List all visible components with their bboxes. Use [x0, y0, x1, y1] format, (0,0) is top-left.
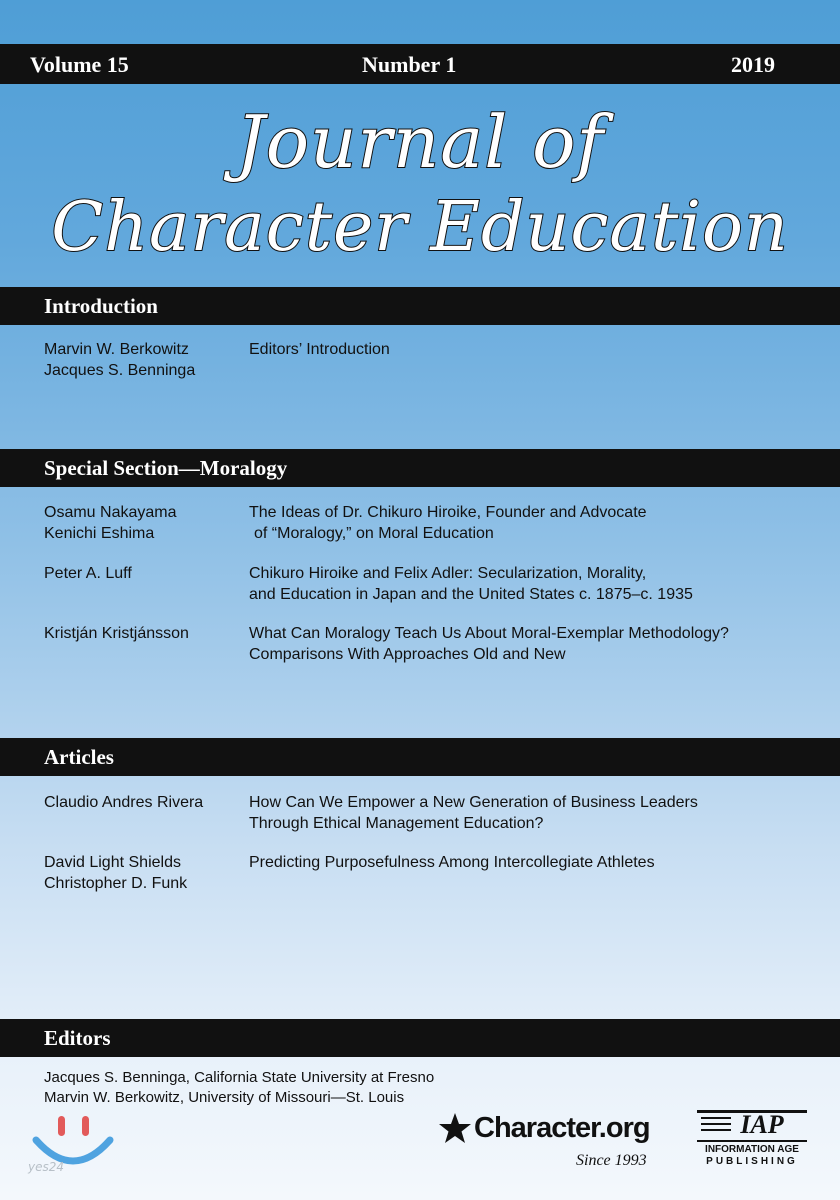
- article-title-line: and Education in Japan and the United States c. 1875–c. 1935: [249, 586, 693, 603]
- article-title-line: How Can We Empower a New Generation of Business Leaders: [249, 794, 698, 811]
- section-heading-introduction: Introduction: [0, 287, 840, 325]
- author-name: Marvin W. Berkowitz: [44, 341, 189, 358]
- article-title-line: Through Ethical Management Education?: [249, 815, 544, 832]
- toc-authors: [44, 563, 244, 584]
- section-heading-special: Special Section—Moralogy: [0, 449, 840, 487]
- journal-title-line1: Journal of: [235, 100, 605, 184]
- section-heading-editors: Editors: [0, 1019, 840, 1057]
- toc-title: [249, 852, 809, 873]
- article-title-line: Editors’ Introduction: [249, 341, 390, 358]
- author-name: Claudio Andres Rivera: [44, 794, 204, 811]
- article-title-line: of “Moralogy,” on Moral Education: [254, 525, 494, 542]
- iap-rule: [697, 1140, 807, 1142]
- star-icon: [438, 1112, 472, 1146]
- author-name: David Light Shields: [44, 854, 181, 871]
- volume-label: Volume 15: [30, 52, 129, 77]
- author-name: Jacques S. Benninga: [44, 362, 196, 379]
- iap-mark: IAP: [740, 1110, 784, 1139]
- toc-title: [249, 502, 809, 544]
- author-name: Kenichi Eshima: [44, 525, 155, 542]
- article-title-line: Comparisons With Approaches Old and New: [249, 646, 566, 663]
- toc-title: [249, 339, 809, 360]
- toc-authors: [44, 792, 244, 813]
- character-org-logo: [438, 1110, 668, 1180]
- toc-authors: [44, 852, 244, 894]
- iap-line1: INFORMATION AGE: [705, 1144, 799, 1155]
- article-title-line: The Ideas of Dr. Chikuro Hiroike, Founder and Advocate: [249, 504, 647, 521]
- toc-authors: [44, 339, 244, 381]
- toc-authors: [44, 623, 244, 644]
- section-heading-articles: Articles: [0, 738, 840, 776]
- article-title-line: What Can Moralogy Teach Us About Moral-Exemplar Methodology?: [249, 625, 729, 642]
- author-name: Peter A. Luff: [44, 565, 132, 582]
- editor-line: Jacques S. Benninga, California State University at Fresno: [44, 1069, 435, 1086]
- number-label: Number 1: [362, 52, 457, 77]
- issue-bar: [0, 44, 840, 84]
- author-name: Christopher D. Funk: [44, 875, 188, 892]
- journal-title-line2: Character Education: [51, 188, 789, 267]
- editor-line: Marvin W. Berkowitz, University of Missouri—St. Louis: [44, 1089, 405, 1106]
- author-name: Osamu Nakayama: [44, 504, 177, 521]
- character-org-since: Since 1993: [576, 1152, 647, 1169]
- toc-title: [249, 563, 809, 605]
- character-org-name: Character.org: [474, 1112, 650, 1144]
- article-title-line: Chikuro Hiroike and Felix Adler: Secularization, Morality,: [249, 565, 647, 582]
- iap-logo: [697, 1110, 807, 1170]
- toc-title: [249, 792, 809, 834]
- iap-line2: PUBLISHING: [706, 1156, 798, 1167]
- year-label: 2019: [731, 52, 775, 77]
- article-title-line: Predicting Purposefulness Among Intercollegiate Athletes: [249, 854, 655, 871]
- watermark-text: yes24: [28, 1160, 65, 1174]
- toc-authors: [44, 502, 244, 544]
- author-name: Kristján Kristjánsson: [44, 625, 189, 642]
- toc-title: [249, 623, 809, 665]
